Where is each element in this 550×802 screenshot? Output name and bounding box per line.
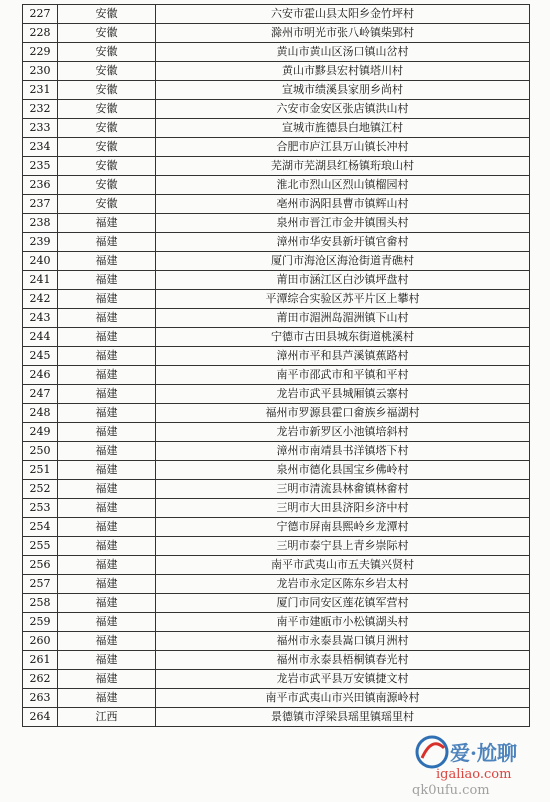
province-cell: 安徽 [58, 119, 156, 138]
row-number: 253 [23, 499, 58, 518]
table-row [23, 404, 530, 423]
table-row [23, 556, 530, 575]
row-number: 260 [23, 632, 58, 651]
province-cell: 福建 [58, 404, 156, 423]
row-number: 241 [23, 271, 58, 290]
village-name-cell: 三明市清流县林畲镇林畲村 [156, 480, 530, 499]
province-cell: 福建 [58, 613, 156, 632]
village-name-cell: 福州市永泰县嵩口镇月洲村 [156, 632, 530, 651]
row-number: 229 [23, 43, 58, 62]
village-name-cell: 宁德市古田县城东街道桃溪村 [156, 328, 530, 347]
row-number: 252 [23, 480, 58, 499]
village-name-cell: 南平市建瓯市小松镇湖头村 [156, 613, 530, 632]
village-list-table [22, 4, 530, 727]
village-name-cell: 泉州市晋江市金井镇围头村 [156, 214, 530, 233]
province-cell: 安徽 [58, 176, 156, 195]
row-number: 248 [23, 404, 58, 423]
province-cell: 安徽 [58, 195, 156, 214]
village-name-cell: 泉州市德化县国宝乡佛岭村 [156, 461, 530, 480]
province-cell: 福建 [58, 651, 156, 670]
province-cell: 福建 [58, 537, 156, 556]
province-cell: 安徽 [58, 62, 156, 81]
village-name-cell: 莆田市湄洲岛湄洲镇下山村 [156, 309, 530, 328]
village-name-cell: 三明市泰宁县上青乡崇际村 [156, 537, 530, 556]
village-name-cell: 淮北市烈山区烈山镇榴园村 [156, 176, 530, 195]
row-number: 234 [23, 138, 58, 157]
table-row [23, 613, 530, 632]
row-number: 244 [23, 328, 58, 347]
province-cell: 福建 [58, 290, 156, 309]
row-number: 242 [23, 290, 58, 309]
row-number: 256 [23, 556, 58, 575]
table-row [23, 43, 530, 62]
table-row [23, 100, 530, 119]
row-number: 261 [23, 651, 58, 670]
province-cell: 福建 [58, 385, 156, 404]
village-name-cell: 宁德市屏南县熙岭乡龙潭村 [156, 518, 530, 537]
watermark-site-secondary: qk0ufu.com [412, 783, 490, 796]
province-cell: 福建 [58, 347, 156, 366]
province-cell: 福建 [58, 366, 156, 385]
table-row [23, 195, 530, 214]
village-name-cell: 南平市武夷山市五夫镇兴贤村 [156, 556, 530, 575]
table-row [23, 442, 530, 461]
watermark-site: igaliao.com [436, 767, 512, 782]
village-name-cell: 漳州市平和县芦溪镇蕉路村 [156, 347, 530, 366]
row-number: 245 [23, 347, 58, 366]
province-cell: 福建 [58, 480, 156, 499]
village-name-cell: 龙岩市武平县城厢镇云寨村 [156, 385, 530, 404]
table-row [23, 347, 530, 366]
table-row [23, 138, 530, 157]
village-name-cell: 福州市罗源县霍口畲族乡福湖村 [156, 404, 530, 423]
province-cell: 福建 [58, 271, 156, 290]
province-cell: 福建 [58, 233, 156, 252]
village-name-cell: 芜湖市芜湖县红杨镇珩琅山村 [156, 157, 530, 176]
table-row [23, 119, 530, 138]
village-name-cell: 南平市邵武市和平镇和平村 [156, 366, 530, 385]
table-row [23, 214, 530, 233]
province-cell: 福建 [58, 442, 156, 461]
table-row [23, 423, 530, 442]
table-row [23, 651, 530, 670]
table-row [23, 708, 530, 727]
province-cell: 福建 [58, 252, 156, 271]
village-name-cell: 龙岩市武平县万安镇捷文村 [156, 670, 530, 689]
row-number: 238 [23, 214, 58, 233]
village-name-cell: 黄山市黄山区汤口镇山岔村 [156, 43, 530, 62]
village-name-cell: 莆田市涵江区白沙镇坪盘村 [156, 271, 530, 290]
table-row [23, 575, 530, 594]
table-row [23, 271, 530, 290]
table-row [23, 81, 530, 100]
village-name-cell: 亳州市涡阳县曹市镇辉山村 [156, 195, 530, 214]
province-cell: 安徽 [58, 43, 156, 62]
table-row [23, 366, 530, 385]
village-name-cell: 平潭综合实验区苏平片区上攀村 [156, 290, 530, 309]
row-number: 233 [23, 119, 58, 138]
province-cell: 安徽 [58, 81, 156, 100]
village-name-cell: 龙岩市新罗区小池镇培斜村 [156, 423, 530, 442]
province-cell: 福建 [58, 423, 156, 442]
village-name-cell: 宣城市绩溪县家朋乡尚村 [156, 81, 530, 100]
province-cell: 安徽 [58, 24, 156, 43]
row-number: 251 [23, 461, 58, 480]
province-cell: 福建 [58, 518, 156, 537]
village-name-cell: 六安市金安区张店镇洪山村 [156, 100, 530, 119]
province-cell: 福建 [58, 461, 156, 480]
table-row [23, 290, 530, 309]
table-row [23, 461, 530, 480]
row-number: 243 [23, 309, 58, 328]
table-row [23, 252, 530, 271]
province-cell: 安徽 [58, 138, 156, 157]
watermark-swoosh-icon [422, 744, 444, 758]
row-number: 264 [23, 708, 58, 727]
row-number: 250 [23, 442, 58, 461]
village-name-cell: 六安市霍山县太阳乡金竹坪村 [156, 5, 530, 24]
row-number: 232 [23, 100, 58, 119]
province-cell: 安徽 [58, 5, 156, 24]
village-name-cell: 漳州市南靖县书洋镇塔下村 [156, 442, 530, 461]
table-row [23, 499, 530, 518]
province-cell: 江西 [58, 708, 156, 727]
province-cell: 福建 [58, 594, 156, 613]
table-row [23, 233, 530, 252]
province-cell: 安徽 [58, 100, 156, 119]
table-row [23, 670, 530, 689]
village-name-cell: 三明市大田县济阳乡济中村 [156, 499, 530, 518]
village-name-cell: 合肥市庐江县万山镇长冲村 [156, 138, 530, 157]
table-row [23, 537, 530, 556]
table-row [23, 157, 530, 176]
table-row [23, 24, 530, 43]
province-cell: 福建 [58, 328, 156, 347]
province-cell: 福建 [58, 556, 156, 575]
table-row [23, 480, 530, 499]
row-number: 237 [23, 195, 58, 214]
watermark-logo [412, 730, 542, 796]
row-number: 231 [23, 81, 58, 100]
village-name-cell: 福州市永泰县梧桐镇春光村 [156, 651, 530, 670]
row-number: 257 [23, 575, 58, 594]
row-number: 258 [23, 594, 58, 613]
province-cell: 福建 [58, 575, 156, 594]
table-row [23, 62, 530, 81]
row-number: 259 [23, 613, 58, 632]
row-number: 246 [23, 366, 58, 385]
village-name-cell: 厦门市海沧区海沧街道青礁村 [156, 252, 530, 271]
province-cell: 安徽 [58, 157, 156, 176]
province-cell: 福建 [58, 309, 156, 328]
row-number: 236 [23, 176, 58, 195]
table-row [23, 309, 530, 328]
village-name-cell: 宣城市旌德县白地镇江村 [156, 119, 530, 138]
table-row [23, 176, 530, 195]
row-number: 254 [23, 518, 58, 537]
province-cell: 福建 [58, 689, 156, 708]
table-row [23, 385, 530, 404]
table-row [23, 328, 530, 347]
village-name-cell: 滁州市明光市张八岭镇柴郢村 [156, 24, 530, 43]
table-row [23, 518, 530, 537]
row-number: 239 [23, 233, 58, 252]
table-row [23, 689, 530, 708]
row-number: 255 [23, 537, 58, 556]
table-row [23, 632, 530, 651]
row-number: 228 [23, 24, 58, 43]
watermark-ring-icon [417, 737, 447, 767]
province-cell: 福建 [58, 214, 156, 233]
row-number: 230 [23, 62, 58, 81]
village-name-cell: 景德镇市浮梁县瑶里镇瑶里村 [156, 708, 530, 727]
row-number: 227 [23, 5, 58, 24]
row-number: 240 [23, 252, 58, 271]
watermark-brand: 爱·尬聊 [450, 741, 517, 765]
village-name-cell: 黄山市黟县宏村镇塔川村 [156, 62, 530, 81]
province-cell: 福建 [58, 499, 156, 518]
row-number: 249 [23, 423, 58, 442]
village-name-cell: 龙岩市永定区陈东乡岩太村 [156, 575, 530, 594]
row-number: 235 [23, 157, 58, 176]
province-cell: 福建 [58, 632, 156, 651]
village-name-cell: 厦门市同安区莲花镇军营村 [156, 594, 530, 613]
table-body [23, 5, 530, 727]
row-number: 262 [23, 670, 58, 689]
village-name-cell: 南平市武夷山市兴田镇南源岭村 [156, 689, 530, 708]
village-name-cell: 漳州市华安县新圩镇官畲村 [156, 233, 530, 252]
province-cell: 福建 [58, 670, 156, 689]
row-number: 263 [23, 689, 58, 708]
table-row [23, 594, 530, 613]
table-row [23, 5, 530, 24]
row-number: 247 [23, 385, 58, 404]
